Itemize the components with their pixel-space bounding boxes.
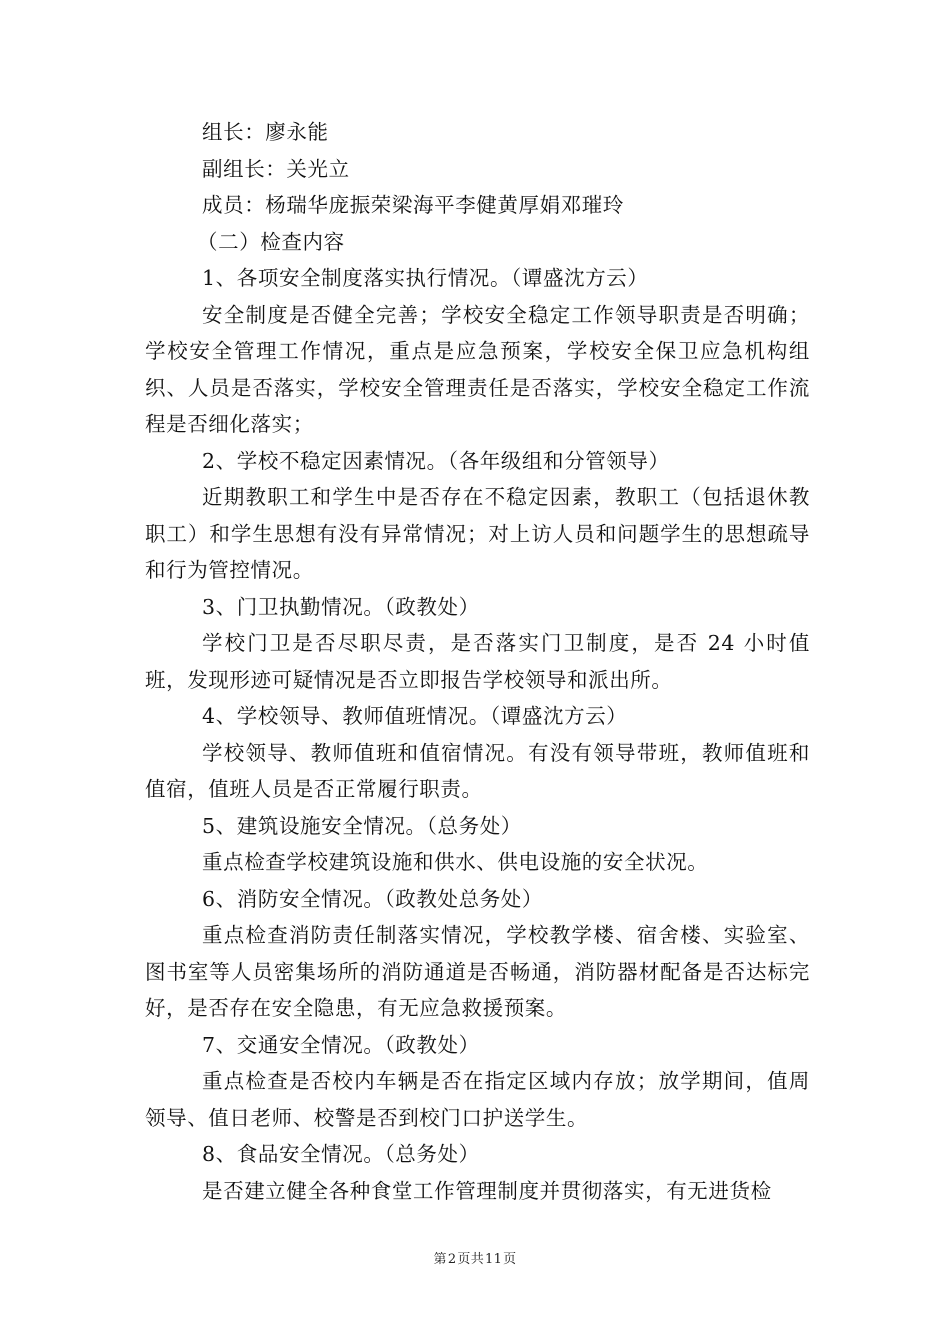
item-heading-3: 3、门卫执勤情况。（政教处） [202,594,480,619]
paragraph-deputy-leader: 副组长：关光立 [202,156,350,181]
item-heading-8: 8、食品安全情况。（总务处） [202,1142,480,1166]
item-heading-5: 5、建筑设施安全情况。（总务处） [202,813,522,838]
paragraph-leader: 组长：廖永能 [202,120,329,144]
item-body-8: 是否建立健全各种食堂工作管理制度并贯彻落实，有无进货检 [202,1178,772,1203]
item-body-1: 安全制度是否健全完善；学校安全稳定工作领导职责是否明确；学校安全管理工作情况，重点是应急预案，学校安全保卫应急机构组织、人员是否落实，学校安全管理责任是否落实，学校安全稳定工作流程是否细化落实； [145,302,810,436]
item-body-3: 学校门卫是否尽职尽责，是否落实门卫制度，是否 24 小时值班，发现形迹可疑情况是否立即报告学校领导和派出所。 [145,631,810,692]
document-body [145,114,810,1209]
item-body-5: 重点检查学校建筑设施和供水、供电设施的安全状况。 [202,850,709,874]
item-body-6: 重点检查消防责任制落实情况，学校教学楼、宿舍楼、实验室、图书室等人员密集场所的消防通道是否畅通，消防器材配备是否达标完好，是否存在安全隐患，有无应急救援预案。 [145,923,810,1020]
item-heading-6: 6、消防安全情况。（政教处总务处） [202,886,543,911]
item-body-7: 重点检查是否校内车辆是否在指定区域内存放；放学期间，值周领导、值日老师、校警是否到校门口护送学生。 [145,1069,810,1130]
item-heading-1: 1、各项安全制度落实执行情况。（谭盛沈方云） [202,266,649,290]
footer-prefix: 第 [433,1252,447,1267]
item-heading-7: 7、交通安全情况。（政教处） [202,1032,480,1057]
section-heading-inspection-content: （二）检查内容 [197,229,345,254]
item-heading-4: 4、学校领导、教师值班情况。（谭盛沈方云） [202,704,628,728]
footer-suffix: 页 [503,1252,517,1267]
item-body-4: 学校领导、教师值班和值宿情况。有没有领导带班，教师值班和值宿，值班人员是否正常履行职责。 [145,740,810,801]
footer-middle: 页共 [457,1252,485,1267]
page-number-footer [0,1248,950,1267]
paragraph-members: 成员：杨瑞华庞振荣梁海平李健黄厚娟邓璀玲 [202,193,624,217]
item-heading-2: 2、学校不稳定因素情况。（各年级组和分管领导） [202,448,670,473]
footer-current-page: 2 [447,1252,457,1267]
item-body-2: 近期教职工和学生中是否存在不稳定因素，教职工（包括退休教职工）和学生思想有没有异常情况；对上访人员和问题学生的思想疏导和行为管控情况。 [145,485,810,582]
footer-total-pages: 11 [485,1252,503,1267]
